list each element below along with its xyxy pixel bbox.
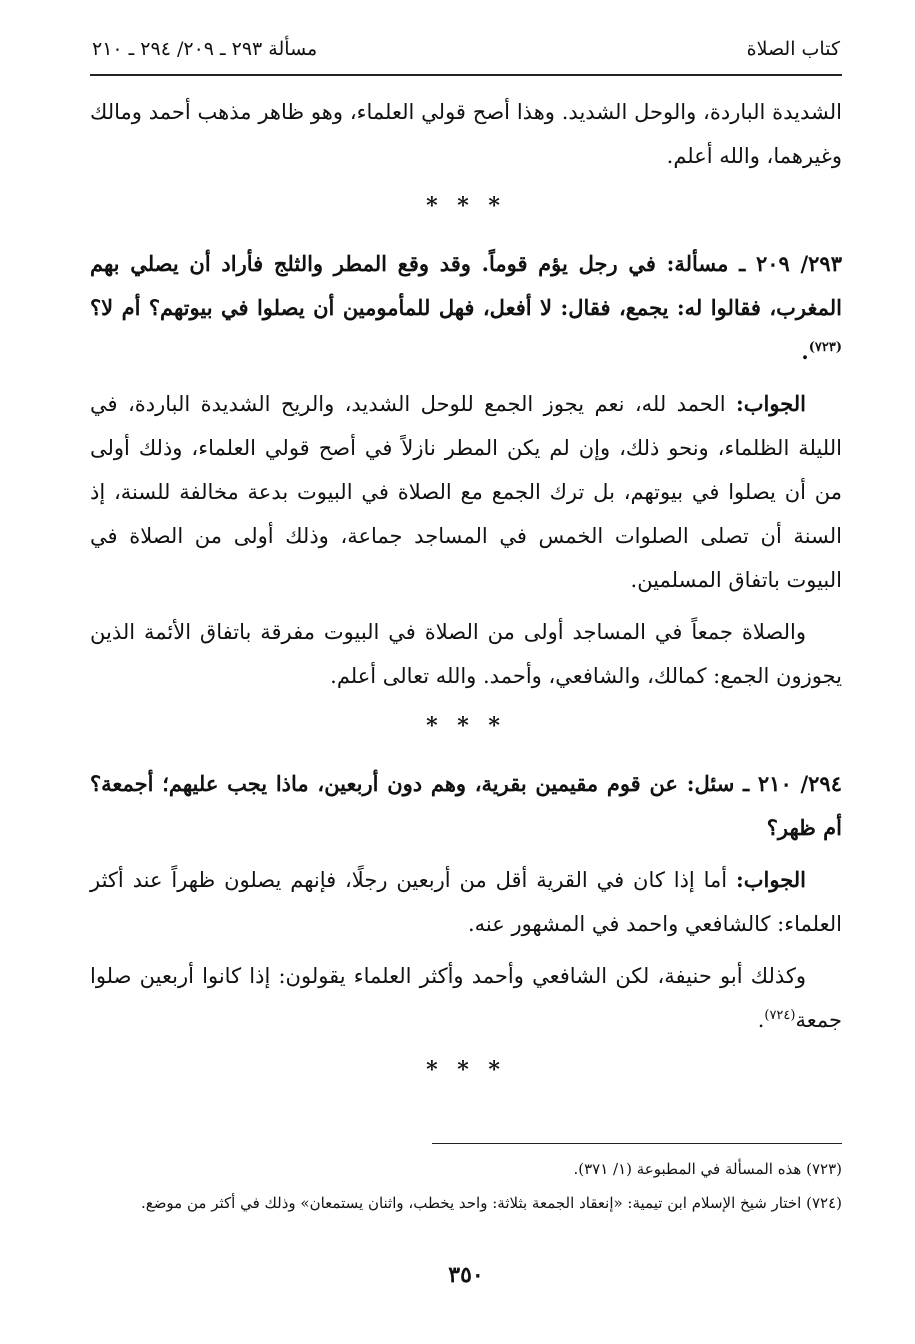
answer-293-paragraph-2: والصلاة جمعاً في المساجد أولى من الصلاة في البيوت مفرقة باتفاق الأئمة الذين يجوزون الجمع: كمالك، والشافعي، وأحمد. والله تعالى أعلم. [90, 620, 842, 688]
question-293-number: ٢٩٣/ ٢٠٩ ـ مسألة: [666, 251, 842, 276]
section-separator: * * * [426, 713, 506, 739]
header-title: كتاب الصلاة [746, 38, 840, 60]
answer-294-label: الجواب: [735, 867, 806, 892]
footnote-723: (٧٢٣) هذه المسألة في المطبوعة (١/ ٣٧١). [573, 1160, 842, 1178]
answer-294 [90, 858, 842, 946]
footnote-ref-724: (٧٢٤) [764, 1008, 796, 1023]
question-294-text: عن قوم مقيمين بقرية، وهم دون أربعين، ماذا يجب عليهم؛ أجمعة؟ أم ظهر؟ [90, 771, 842, 840]
running-header [90, 30, 842, 76]
question-294-number: ٢٩٤/ ٢١٠ ـ سئل: [686, 771, 842, 796]
page-number: ٣٥٠ [448, 1262, 484, 1288]
question-293-text: في رجل يؤم قوماً. وقد وقع المطر والثلج فأراد أن يصلي بهم المغرب، فقالوا له: يجمع، فقال: لا أفعل، فهل للمأمومين أن يصلوا في بيوتهم؟ أم لا؟ [90, 251, 842, 320]
book-page [90, 30, 842, 1330]
footnotes [90, 1143, 842, 1218]
section-separator: * * * [426, 1057, 506, 1083]
answer-294-paragraph-2: وكذلك أبو حنيفة، لكن الشافعي وأحمد وأكثر العلماء يقولون: إذا كانوا أربعين صلوا جمعة$^{(٧٢٤)}$. [90, 964, 842, 1032]
answer-294-paragraph-2-text: وكذلك أبو حنيفة، لكن الشافعي وأحمد وأكثر العلماء يقولون: إذا كانوا أربعين صلوا جمعة [90, 964, 842, 1032]
question-293: ٢٩٣/ ٢٠٩ ـ مسألة: في رجل يؤم قوماً. وقد وقع المطر والثلج فأراد أن يصلي بهم المغرب، فقالوا له: يجمع، فقال: لا أفعل، فهل للمأمومين أن يصلوا في بيوتهم؟ أم لا؟$^{(٧٢٣)}$. [90, 251, 842, 364]
footnote-ref-723: (٧٢٣) [808, 340, 842, 355]
page-content [90, 90, 842, 1088]
footnote-rule [432, 1143, 842, 1144]
intro-paragraph: الشديدة الباردة، والوحل الشديد. وهذا أصح قولي العلماء، وهو ظاهر مذهب أحمد ومالك وغيرهما، والله أعلم. [90, 100, 842, 168]
footnote-724: (٧٢٤) اختار شيخ الإسلام ابن تيمية: «إنعقاد الجمعة بثلاثة: واحد يخطب، واثنان يستمعان» وذلك في أكثر من موضع. [140, 1194, 842, 1212]
answer-293-text: الحمد لله، نعم يجوز الجمع للوحل الشديد، والريح الشديدة الباردة، في الليلة الظلماء، ونحو ذلك، وإن لم يكن المطر نازلاً في أصح قولي العلماء، وذلك أولى من أن يصلوا في بيوتهم، بل ترك الجمع مع الصلاة في البيوت بدعة مخالفة للسنة، إذ السنة أن تصلى الصلوات الخمس في المساجد جماعة، وذلك أولى من الصلاة في البيوت باتفاق المسلمين. [90, 392, 842, 592]
answer-293-label: الجواب: [736, 391, 807, 416]
header-issue-range: مسألة ٢٩٣ ـ ٢٠٩/ ٢٩٤ ـ ٢١٠ [92, 38, 318, 60]
answer-294-text: أما إذا كان في القرية أقل من أربعين رجلًا، فإنهم يصلون ظهراً عند أكثر العلماء: كالشافعي واحمد في المشهور عنه. [90, 868, 842, 936]
question-294 [90, 762, 842, 850]
section-separator: * * * [426, 193, 506, 219]
answer-293 [90, 382, 842, 602]
